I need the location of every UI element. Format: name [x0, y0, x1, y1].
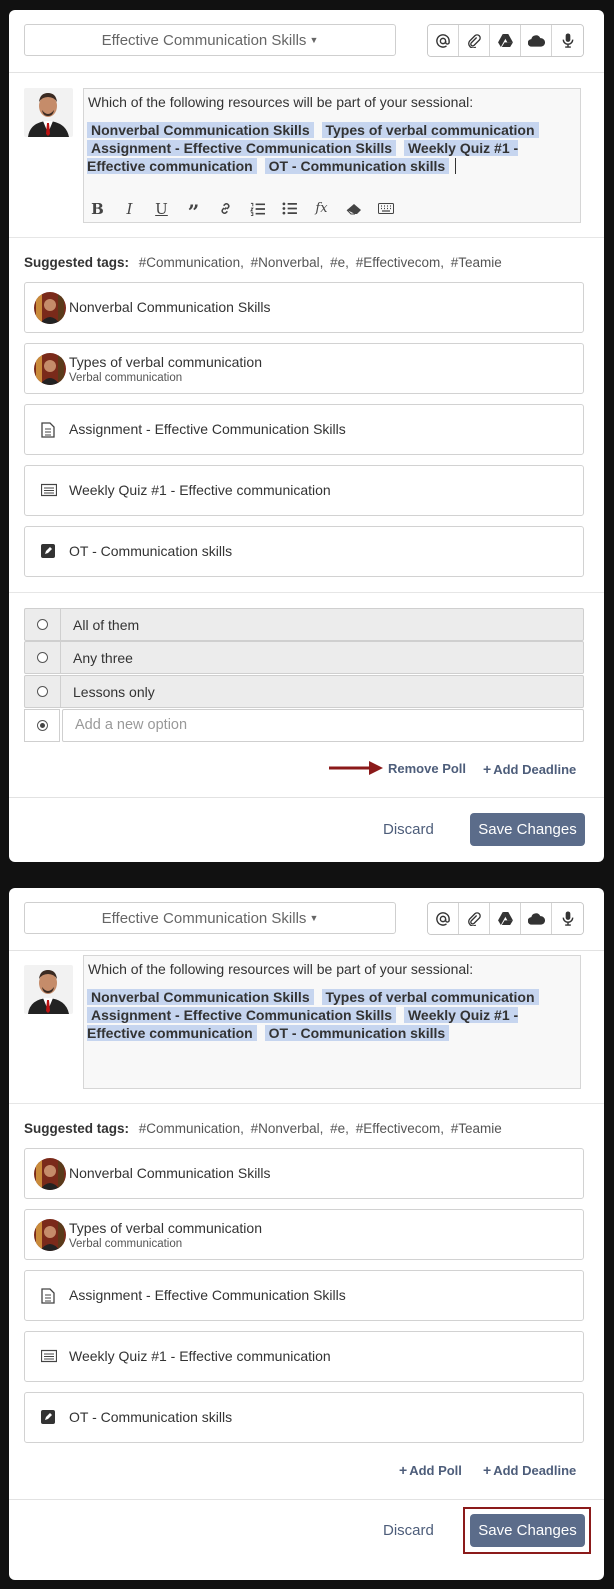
question-text: Which of the following resources will be part of your sessional:: [88, 961, 474, 977]
paperclip-icon[interactable]: [459, 25, 490, 56]
formula-icon[interactable]: fx: [315, 200, 328, 216]
microphone-icon[interactable]: [552, 25, 583, 56]
footer-divider: [9, 797, 604, 798]
resource-card[interactable]: [24, 1209, 584, 1260]
radio-icon[interactable]: [25, 642, 61, 673]
google-drive-icon[interactable]: [490, 903, 521, 934]
eraser-icon[interactable]: [344, 199, 363, 218]
resource-chip: Weekly Quiz #1 - Effective communication: [87, 140, 519, 174]
resource-chips: [87, 988, 577, 1042]
author-avatar: [24, 88, 73, 137]
post-editor-panel-no-poll: [9, 888, 604, 1580]
resource-card[interactable]: [24, 404, 584, 455]
resource-title: Nonverbal Communication Skills: [69, 1165, 271, 1181]
tag[interactable]: #Effectivecom,: [355, 255, 444, 270]
resource-card[interactable]: [24, 1270, 584, 1321]
editor-topbar: [9, 888, 604, 951]
resource-title: OT - Communication skills: [69, 1409, 233, 1425]
course-selector[interactable]: Effective Communication Skills ▼: [24, 24, 396, 56]
divider: [9, 592, 604, 593]
tag[interactable]: #Teamie: [450, 255, 502, 270]
resource-chip: Assignment - Effective Communication Skills: [87, 140, 396, 156]
poll-option-label: All of them: [73, 617, 140, 633]
tag[interactable]: #Communication,: [138, 1121, 244, 1136]
attachment-toolbar: [427, 902, 584, 935]
save-changes-button[interactable]: Save Changes: [470, 1514, 585, 1547]
resource-title: Nonverbal Communication Skills: [69, 299, 271, 315]
tag[interactable]: #Teamie: [450, 1121, 502, 1136]
add-deadline-link[interactable]: + Add Deadline: [483, 761, 577, 777]
discard-button[interactable]: Discard: [383, 821, 434, 838]
format-toolbar: [88, 199, 395, 224]
save-changes-button[interactable]: Save Changes: [470, 813, 585, 846]
discard-button[interactable]: Discard: [383, 1522, 434, 1539]
resource-card[interactable]: [24, 1331, 584, 1382]
tag[interactable]: #e,: [330, 1121, 349, 1136]
plus-icon: +: [483, 761, 492, 777]
resource-card[interactable]: [24, 282, 584, 333]
caret-down-icon: ▼: [309, 913, 319, 923]
onedrive-icon[interactable]: [521, 25, 552, 56]
resource-card[interactable]: [24, 343, 584, 394]
resource-chip: Types of verbal communication: [322, 122, 539, 138]
footer-divider: [9, 1499, 604, 1500]
italic-icon[interactable]: I: [126, 199, 133, 218]
plus-icon: +: [483, 1462, 492, 1478]
avatar-thumb: [34, 292, 66, 324]
tag[interactable]: #Effectivecom,: [355, 1121, 444, 1136]
tags-label: Suggested tags:: [24, 1121, 130, 1136]
resource-title: Types of verbal communication: [69, 354, 262, 370]
text-cursor: [455, 158, 456, 174]
post-text-editor[interactable]: [83, 955, 581, 1089]
post-editor-panel-poll: [9, 10, 604, 862]
poll-option[interactable]: [24, 608, 584, 641]
poll-option[interactable]: [24, 675, 584, 708]
bold-icon[interactable]: B: [91, 199, 104, 218]
resource-title: Assignment - Effective Communication Skills: [69, 421, 346, 437]
google-drive-icon[interactable]: [490, 25, 521, 56]
paperclip-icon[interactable]: [459, 903, 490, 934]
keyboard-icon[interactable]: [376, 199, 395, 218]
divider: [9, 1103, 604, 1104]
ordered-list-icon[interactable]: [248, 199, 267, 218]
pencil-square-icon: [41, 1410, 57, 1426]
resource-chips: [87, 121, 577, 175]
remove-poll-link[interactable]: Remove Poll: [388, 761, 467, 776]
caret-down-icon: ▼: [309, 35, 319, 45]
poll-option-label: Any three: [73, 650, 133, 666]
divider: [9, 237, 604, 238]
bullet-list-icon[interactable]: [280, 199, 299, 218]
new-poll-option: [24, 709, 584, 742]
resource-title: Weekly Quiz #1 - Effective communication: [69, 482, 331, 498]
pencil-square-icon: [41, 544, 57, 560]
tags-label: Suggested tags:: [24, 255, 130, 270]
at-icon[interactable]: [428, 25, 459, 56]
radio-icon[interactable]: [25, 676, 61, 707]
suggested-tags: [24, 1121, 505, 1136]
new-option-input[interactable]: Add a new option: [62, 709, 584, 742]
course-selector[interactable]: Effective Communication Skills ▼: [24, 902, 396, 934]
resource-card[interactable]: [24, 1148, 584, 1199]
resource-chip: OT - Communication skills: [265, 1025, 450, 1041]
post-text-editor[interactable]: [83, 88, 581, 223]
radio-selected-icon[interactable]: [24, 709, 60, 742]
add-deadline-link[interactable]: + Add Deadline: [483, 1462, 577, 1478]
resource-card[interactable]: [24, 465, 584, 516]
resource-chip: Assignment - Effective Communication Skills: [87, 1007, 396, 1023]
at-icon[interactable]: [428, 903, 459, 934]
tag[interactable]: #Communication,: [138, 255, 244, 270]
document-icon: [41, 422, 57, 438]
resource-card[interactable]: [24, 1392, 584, 1443]
resource-chip: Nonverbal Communication Skills: [87, 122, 314, 138]
author-avatar: [24, 965, 73, 1014]
resource-chip: OT - Communication skills: [265, 158, 450, 174]
resource-chip: Nonverbal Communication Skills: [87, 989, 314, 1005]
radio-icon[interactable]: [25, 609, 61, 640]
avatar-thumb: [34, 353, 66, 385]
avatar-thumb: [34, 1219, 66, 1251]
attachment-toolbar: [427, 24, 584, 57]
resource-chip: Weekly Quiz #1 - Effective communication: [87, 1007, 519, 1041]
quiz-icon: [41, 1349, 57, 1365]
add-poll-link[interactable]: + Add Poll: [399, 1462, 462, 1478]
underline-icon[interactable]: U: [155, 199, 168, 218]
tag[interactable]: #e,: [330, 255, 349, 270]
resource-title: OT - Communication skills: [69, 543, 233, 559]
question-text: Which of the following resources will be part of your sessional:: [88, 94, 474, 110]
resource-chip: Types of verbal communication: [322, 989, 539, 1005]
onedrive-icon[interactable]: [521, 903, 552, 934]
poll-option[interactable]: [24, 641, 584, 674]
quote-icon[interactable]: ”: [187, 199, 200, 224]
resource-title: Assignment - Effective Communication Skills: [69, 1287, 346, 1303]
poll-option-label: Lessons only: [73, 684, 155, 700]
editor-topbar: [9, 10, 604, 73]
suggested-tags: [24, 255, 505, 270]
avatar-thumb: [34, 1158, 66, 1190]
resource-title: Weekly Quiz #1 - Effective communication: [69, 1348, 331, 1364]
quiz-icon: [41, 483, 57, 499]
plus-icon: +: [399, 1462, 408, 1478]
document-icon: [41, 1288, 57, 1304]
tag[interactable]: #Nonverbal,: [250, 255, 324, 270]
resource-subtitle: Verbal communication: [69, 372, 183, 384]
tag[interactable]: #Nonverbal,: [250, 1121, 324, 1136]
resource-subtitle: Verbal communication: [69, 1238, 183, 1250]
resource-card[interactable]: [24, 526, 584, 577]
resource-title: Types of verbal communication: [69, 1220, 262, 1236]
annotation-arrow-icon: [329, 760, 385, 776]
microphone-icon[interactable]: [552, 903, 583, 934]
link-icon[interactable]: [216, 199, 235, 218]
